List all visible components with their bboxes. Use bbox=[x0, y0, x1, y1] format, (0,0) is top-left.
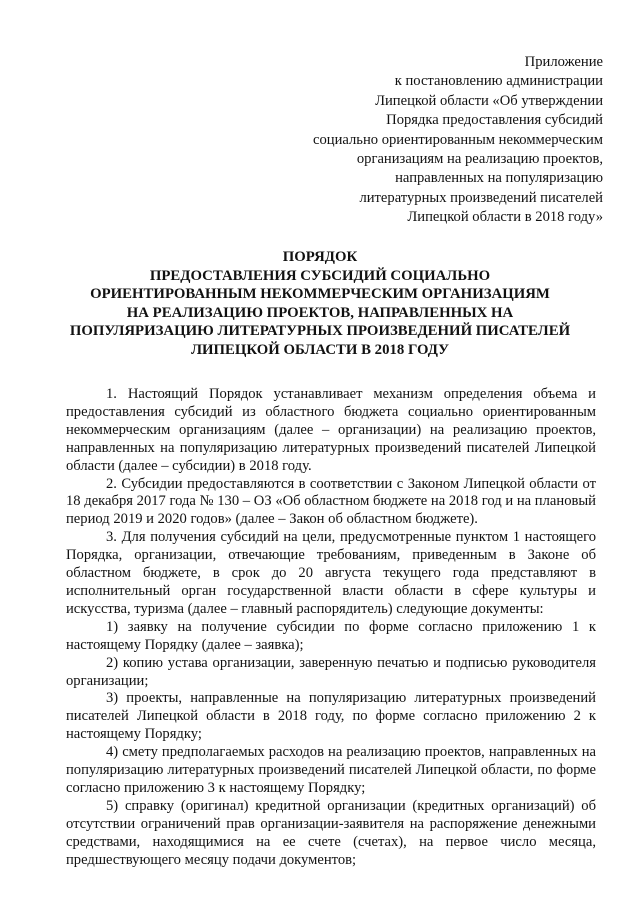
appendix-line: к постановлению администрации bbox=[394, 73, 603, 90]
appendix-line: литературных произведений писателей bbox=[359, 189, 603, 206]
appendix-header bbox=[283, 53, 603, 228]
appendix-line: Порядка предоставления субсидий bbox=[386, 112, 603, 129]
paragraph-3: 3. Для получения субсидий на цели, предусмотренные пунктом 1 настоящего Порядка, организации, отвечающие требованиям, приведенным в Законе об областном бюджете, в срок до 20 августа текущего года представляют в исполнительный орган государственной власти области в сфере культуры и искусства, туризма (далее – главный распорядитель) следующие документы: bbox=[66, 529, 596, 617]
list-item-2: 2) копию устава организации, заверенную печатью и подписью руководителя организации; bbox=[66, 654, 596, 689]
title-line: ПРЕДОСТАВЛЕНИЯ СУБСИДИЙ СОЦИАЛЬНО bbox=[149, 267, 491, 284]
appendix-line: Липецкой области «Об утверждении bbox=[375, 92, 603, 109]
paragraph-2: 2. Субсидии предоставляются в соответствии с Законом Липецкой области от 18 декабря 2017 года № 130 – ОЗ «Об областном бюджете на 2018 год и на плановый период 2019 и 2020 годов» (далее – Закон об областном бюджете). bbox=[66, 475, 596, 528]
title-line: ОРИЕНТИРОВАННЫМ НЕКОММЕРЧЕСКИМ ОРГАНИЗАЦИЯМ bbox=[90, 286, 550, 303]
list-item-1: 1) заявку на получение субсидии по форме согласно приложению 1 к настоящему Порядку (далее – заявка); bbox=[66, 618, 596, 653]
list-item-4: 4) смету предполагаемых расходов на реализацию проектов, направленных на популяризацию литературных произведений писателей Липецкой области, по форме согласно приложению 3 к настоящему Порядку; bbox=[66, 744, 596, 796]
title-line: ЛИПЕЦКОЙ ОБЛАСТИ В 2018 ГОДУ bbox=[190, 341, 450, 358]
document-body bbox=[66, 386, 596, 869]
appendix-line: социально ориентированным некоммерческим bbox=[313, 131, 603, 148]
list-item-5: 5) справку (оригинал) кредитной организации (кредитных организаций) об отсутствии ограничений прав организации-заявителя на распоряжение денежными средствами, находящимися на ее счете (счетах), на первое число месяца, предшествующего месяцу подачи документов; bbox=[66, 797, 596, 868]
appendix-line: Приложение bbox=[524, 54, 603, 70]
title-line: ПОПУЛЯРИЗАЦИЮ ЛИТЕРАТУРНЫХ ПРОИЗВЕДЕНИЙ ПИСАТЕЛЕЙ bbox=[69, 323, 571, 340]
appendix-line: Липецкой области в 2018 году» bbox=[407, 209, 603, 226]
title-line: ПОРЯДОК bbox=[282, 249, 358, 265]
list-item-3: 3) проекты, направленные на популяризацию литературных произведений писателей Липецкой области в 2018 году, по форме согласно приложению 2 к настоящему Порядку; bbox=[66, 690, 596, 743]
title-line: НА РЕАЛИЗАЦИЮ ПРОЕКТОВ, НАПРАВЛЕННЫХ НА bbox=[126, 304, 514, 321]
appendix-line: организациям на реализацию проектов, bbox=[356, 151, 603, 168]
paragraph-1: 1. Настоящий Порядок устанавливает механизм определения объема и предоставления субсидий из областного бюджета социально ориентированным некоммерческим организациям (далее – организации) на реализацию проектов, направленных на популяризацию литературных произведений писателей Липецкой области (далее – субсидии) в 2018 году. bbox=[66, 386, 596, 474]
document-title bbox=[50, 248, 590, 360]
appendix-line: направленных на популяризацию bbox=[395, 170, 603, 187]
